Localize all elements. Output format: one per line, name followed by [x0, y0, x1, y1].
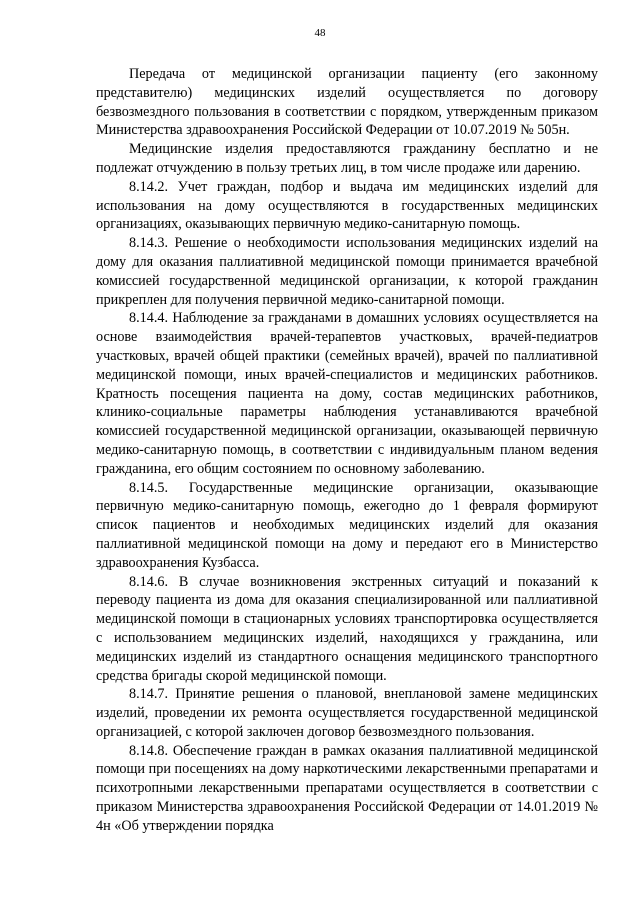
body-text	[96, 65, 598, 836]
page-number: 48	[314, 27, 326, 39]
paragraph-8-14-5: 8.14.5. Государственные медицинские организации, оказывающие первичную медико-санитарную помощь, ежегодно до 1 февраля формируют список пациентов и необходимых медицинских изделий для оказания паллиативной медицинской помощи на дому и передают его в Министерство здравоохранения Кузбасса.	[96, 479, 598, 571]
paragraph-transfer: Передача от медицинской организации пациенту (его законному представителю) медицинских изделий осуществляется по договору безвозмездного пользования в соответствии с порядком, утвержденным приказом Министерства здравоохранения Российской Федерации от 10.07.2019 № 505н.	[96, 66, 598, 139]
paragraph-8-14-6: 8.14.6. В случае возникновения экстренных ситуаций и показаний к переводу пациента из дома для оказания специализированной или паллиативной медицинской помощи в стационарных условиях транспортировка осуществляется с использованием медицинских изделий, находящихся у гражданина, или медицинских изделий из стандартного оснащения медицинского транспортного средства бригады скорой медицинской помощи.	[96, 573, 598, 684]
paragraph-8-14-3: 8.14.3. Решение о необходимости использования медицинских изделий на дому для оказания паллиативной медицинской помощи принимается врачебной комиссией государственной медицинской организации, к которой гражданин прикреплен для получения первичной медико-санитарной помощи.	[96, 235, 598, 308]
paragraph-8-14-2: 8.14.2. Учет граждан, подбор и выдача им медицинских изделий для использования на дому осуществляются в государственных медицинских организациях, оказывающих первичную медико-санитарную помощь.	[96, 178, 598, 233]
paragraph-8-14-7: 8.14.7. Принятие решения о плановой, внеплановой замене медицинских изделий, проведении их ремонта осуществляется государственной медицинской организацией, с которой заключен договор безвозмездного пользования.	[96, 686, 598, 740]
paragraph-8-14-4: 8.14.4. Наблюдение за гражданами в домашних условиях осуществляется на основе взаимодействия врачей-терапевтов участковых, врачей-педиатров участковых, врачей общей практики (семейных врачей), врачей по паллиативной медицинской помощи, иных врачей-специалистов и медицинских работников. Кратность посещения пациента на дому, состав медицинских работников, клинико-социальные параметры наблюдения устанавливаются врачебной комиссией государственной медицинской организации, оказывающей первичную медико-санитарную помощь, в соответствии с индивидуальным планом ведения гражданина, его общим состоянием по основному заболеванию.	[96, 310, 598, 477]
paragraph-8-14-8: 8.14.8. Обеспечение граждан в рамках оказания паллиативной медицинской помощи при посещениях на дому наркотическими лекарственными препаратами и психотропными лекарственными препаратами осуществляется в соответствии с приказом Министерства здравоохранения Российской Федерации от 14.01.2019 № 4н «Об утверждении порядка	[96, 742, 598, 834]
paragraph-free-provision: Медицинские изделия предоставляются гражданину бесплатно и не подлежат отчуждению в пользу третьих лиц, в том числе продаже или дарению.	[96, 141, 598, 176]
